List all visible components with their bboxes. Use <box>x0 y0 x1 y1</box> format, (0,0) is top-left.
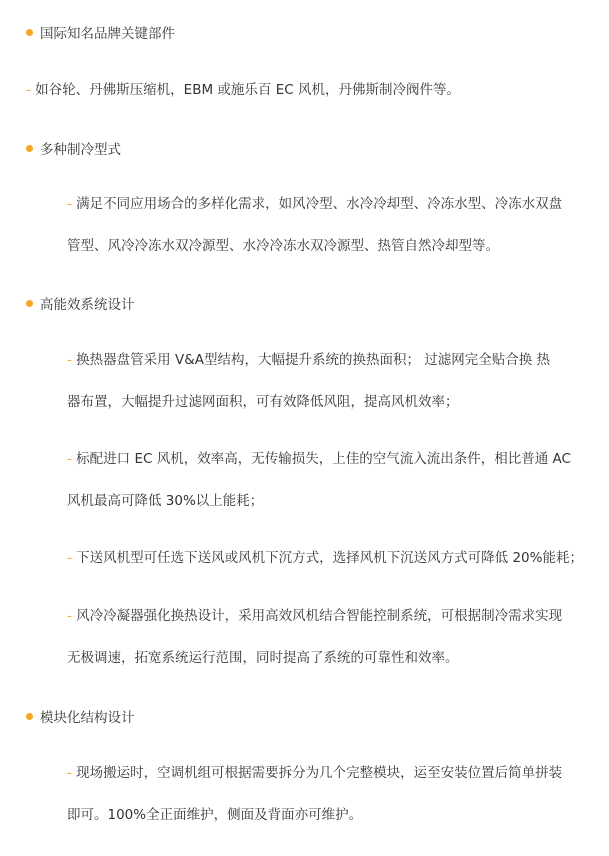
section-heading <box>26 706 135 726</box>
dash-marker: - <box>67 550 77 566</box>
item-line <box>67 648 459 668</box>
item-text: 风机最高可降低 30%以上能耗； <box>67 493 264 509</box>
section-title: 多种制冷型式 <box>40 142 121 158</box>
item-line <box>67 548 583 568</box>
dash-marker: - <box>67 765 77 781</box>
item-text: 现场搬运时，空调机组可根据需要拆分为几个完整模块，运至安装位置后简单拼装 <box>76 765 563 781</box>
item-line <box>67 449 571 469</box>
dash-marker: - <box>67 608 77 624</box>
item-text: 即可。100%全正面维护，侧面及背面亦可维护。 <box>67 807 363 823</box>
section-title: 国际知名品牌关键部件 <box>40 26 175 42</box>
dash-marker: - <box>67 451 77 467</box>
dash-marker: - <box>67 196 77 212</box>
item-text: 换热器盘管采用 V&A型结构，大幅提升系统的换热面积； 过滤网完全贴合换 热 <box>76 352 551 368</box>
item-text: 管型、风冷冷冻水双冷源型、水冷冷冻水双冷源型、热管自然冷却型等。 <box>67 238 499 254</box>
bullet-icon <box>26 145 33 152</box>
item-text: 标配进口 EC 风机，效率高，无传输损失，上佳的空气流入流出条件，相比普通 AC <box>76 451 571 467</box>
section-heading <box>26 293 135 313</box>
bullet-icon <box>26 29 33 36</box>
section-title: 模块化结构设计 <box>40 710 135 726</box>
item-line <box>67 194 562 214</box>
item-line <box>67 392 459 412</box>
section-title: 高能效系统设计 <box>40 297 135 313</box>
item-text: 无极调速，拓宽系统运行范围，同时提高了系统的可靠性和效率。 <box>67 650 459 666</box>
item-line <box>67 491 263 511</box>
item-line <box>67 350 550 370</box>
item-line <box>67 236 499 256</box>
item-text: 风冷冷凝器强化换热设计，采用高效风机结合智能控制系统，可根据制冷需求实现 <box>76 608 563 624</box>
item-line <box>67 606 562 626</box>
section-heading <box>26 22 175 42</box>
item-line <box>26 80 460 100</box>
item-text: 如谷轮、丹佛斯压缩机，EBM 或施乐百 EC 风机，丹佛斯制冷阀件等。 <box>35 82 460 98</box>
bullet-icon <box>26 300 33 307</box>
dash-marker: - <box>67 352 77 368</box>
item-line <box>67 805 362 825</box>
dash-marker: - <box>26 82 36 98</box>
item-text: 器布置，大幅提升过滤网面积，可有效降低风阻，提高风机效率； <box>67 394 459 410</box>
bullet-icon <box>26 713 33 720</box>
section-heading <box>26 138 121 158</box>
item-text: 下送风机型可任选下送风或风机下沉方式，选择风机下沉送风方式可降低 20%能耗； <box>76 550 583 566</box>
item-line <box>67 763 562 783</box>
item-text: 满足不同应用场合的多样化需求，如风冷型、水冷冷却型、冷冻水型、冷冻水双盘 <box>76 196 563 212</box>
